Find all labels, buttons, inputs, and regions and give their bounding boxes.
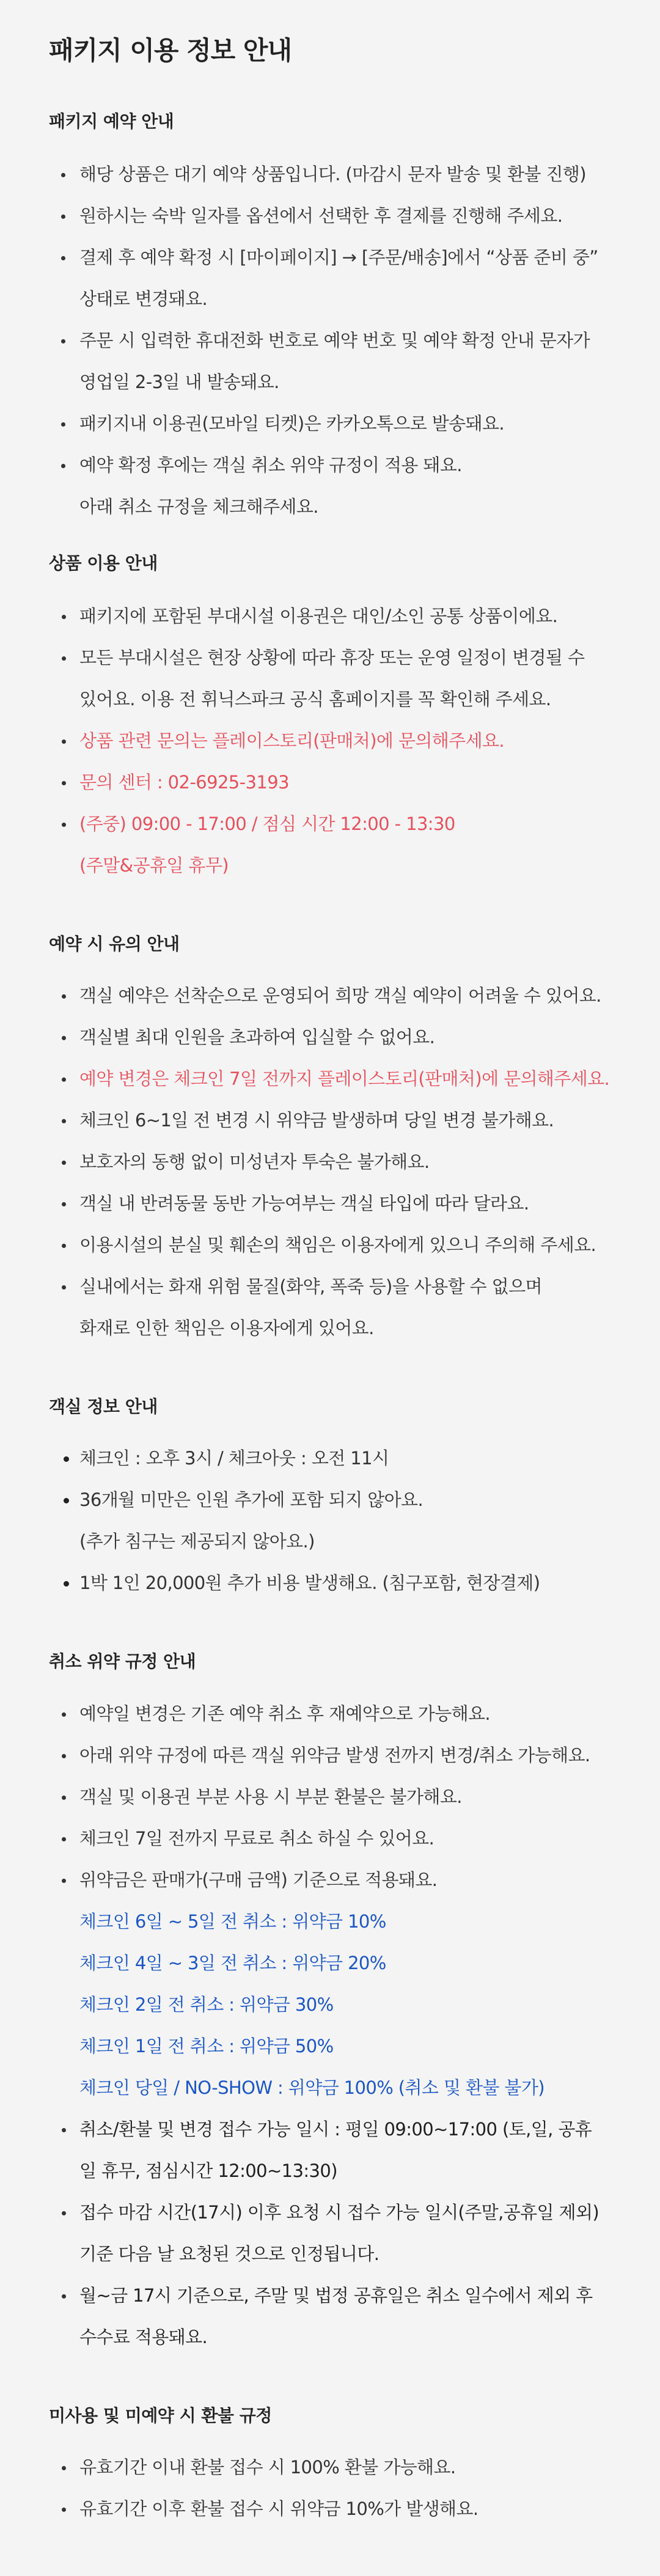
list-item: 패키지에 포함된 부대시설 이용권은 대인/소인 공통 상품이에요. — [79, 604, 557, 628]
penalty-rule: 체크인 4일 ~ 3일 전 취소 : 위약금 20% — [79, 1953, 386, 1973]
list-item: 아래 위약 규정에 따른 객실 위약금 발생 전까지 변경/취소 가능해요. — [79, 1743, 590, 1767]
penalty-rule: 체크인 1일 전 취소 : 위약금 50% — [79, 2036, 334, 2057]
list-item-continuation: 일 휴무, 점심시간 12:00~13:30) — [79, 2160, 337, 2181]
section-heading-reservation: 패키지 예약 안내 — [49, 111, 174, 131]
list-item: 결제 후 예약 확정 시 [마이페이지] → [주문/배송]에서 “상품 준비 중” — [79, 245, 598, 270]
list-item: 주문 시 입력한 휴대전화 번호로 예약 번호 및 예약 확정 안내 문자가 — [79, 328, 590, 353]
list-item: 유효기간 이후 환불 접수 시 위약금 10%가 발생해요. — [79, 2497, 478, 2521]
section-heading-product-usage: 상품 이용 안내 — [49, 553, 158, 573]
list-item: 접수 마감 시간(17시) 이후 요청 시 접수 가능 일시(주말,공휴일 제외) — [79, 2200, 599, 2225]
list-item: 이용시설의 분실 및 훼손의 책임은 이용자에게 있으니 주의해 주세요. — [79, 1233, 596, 1257]
list-item-continuation: 상태로 변경돼요. — [79, 288, 208, 309]
list-item: 예약일 변경은 기존 예약 취소 후 재예약으로 가능해요. — [79, 1701, 490, 1726]
list-item: 체크인 : 오후 3시 / 체크아웃 : 오전 11시 — [79, 1446, 389, 1470]
list-item: 모든 부대시설은 현장 상황에 따라 휴장 또는 운영 일정이 변경될 수 — [79, 645, 584, 670]
list-item: 보호자의 동행 없이 미성년자 투숙은 불가해요. — [79, 1150, 430, 1174]
list-item-notice: 상품 관련 문의는 플레이스토리(판매처)에 문의해주세요. — [79, 728, 504, 753]
section-heading-cancellation: 취소 위약 규정 안내 — [49, 1651, 196, 1671]
list-item-continuation: 있어요. 이용 전 휘닉스파크 공식 홈페이지를 꼭 확인해 주세요. — [79, 689, 551, 710]
list-item: 객실별 최대 인원을 초과하여 입실할 수 없어요. — [79, 1025, 435, 1049]
list-item-notice: 예약 변경은 체크인 7일 전까지 플레이스토리(판매처)에 문의해주세요. — [79, 1066, 609, 1091]
list-item: 객실 내 반려동물 동반 가능여부는 객실 타입에 따라 달라요. — [79, 1191, 529, 1216]
list-item: 패키지내 이용권(모바일 티켓)은 카카오톡으로 발송돼요. — [79, 411, 504, 436]
list-item: 실내에서는 화재 위험 물질(화약, 폭죽 등)을 사용할 수 없으며 — [79, 1274, 542, 1299]
list-item: 36개월 미만은 인원 추가에 포함 되지 않아요. — [79, 1488, 423, 1512]
list-item: 해당 상품은 대기 예약 상품입니다. (마감시 문자 발송 및 환불 진행) — [79, 162, 586, 186]
list-item-continuation: 수수료 적용돼요. — [79, 2327, 208, 2347]
list-item-continuation: 영업일 2-3일 내 발송돼요. — [79, 372, 279, 392]
page-title: 패키지 이용 정보 안내 — [49, 35, 292, 65]
list-item-continuation: 기준 다음 날 요청된 것으로 인정됩니다. — [79, 2244, 380, 2264]
list-item: 객실 및 이용권 부분 사용 시 부분 환불은 불가해요. — [79, 1785, 462, 1809]
penalty-rule: 체크인 당일 / NO-SHOW : 위약금 100% (취소 및 환불 불가) — [79, 2077, 544, 2098]
penalty-rule: 체크인 6일 ~ 5일 전 취소 : 위약금 10% — [79, 1911, 386, 1932]
list-item: 체크인 7일 전까지 무료로 취소 하실 수 있어요. — [79, 1826, 434, 1851]
business-hours: (주중) 09:00 - 17:00 / 점심 시간 12:00 - 13:30 — [79, 812, 455, 836]
list-item: 예약 확정 후에는 객실 취소 위약 규정이 적용 돼요. — [79, 453, 462, 477]
list-item: 위약금은 판매가(구매 금액) 기준으로 적용돼요. — [79, 1868, 437, 1892]
list-item-continuation: (주말&공휴일 휴무) — [79, 855, 229, 876]
list-item: 체크인 6~1일 전 변경 시 위약금 발생하며 당일 변경 불가해요. — [79, 1108, 554, 1132]
penalty-rule: 체크인 2일 전 취소 : 위약금 30% — [79, 1994, 334, 2015]
section-heading-reservation-caution: 예약 시 유의 안내 — [49, 934, 180, 954]
list-item-continuation: 화재로 인한 책임은 이용자에게 있어요. — [79, 1318, 374, 1338]
list-item-continuation: (추가 침구는 제공되지 않아요.) — [79, 1531, 315, 1552]
section-heading-room-info: 객실 정보 안내 — [49, 1396, 158, 1417]
list-item-continuation: 아래 취소 규정을 체크해주세요. — [79, 496, 318, 517]
list-item: 객실 예약은 선착순으로 운영되어 희망 객실 예약이 어려울 수 있어요. — [79, 983, 601, 1008]
list-item: 원하시는 숙박 일자를 옵션에서 선택한 후 결제를 진행해 주세요. — [79, 204, 562, 228]
contact-center: 문의 센터 : 02-6925-3193 — [79, 770, 289, 794]
section-heading-refund: 미사용 및 미예약 시 환불 규정 — [49, 2405, 272, 2426]
list-item: 1박 1인 20,000원 추가 비용 발생해요. (침구포함, 현장결제) — [79, 1571, 540, 1595]
list-item: 월~금 17시 기준으로, 주말 및 법정 공휴일은 취소 일수에서 제외 후 — [79, 2283, 593, 2308]
list-item: 유효기간 이내 환불 접수 시 100% 환불 가능해요. — [79, 2455, 456, 2479]
list-item: 취소/환불 및 변경 접수 가능 일시 : 평일 09:00~17:00 (토,일, 공휴 — [79, 2117, 592, 2141]
